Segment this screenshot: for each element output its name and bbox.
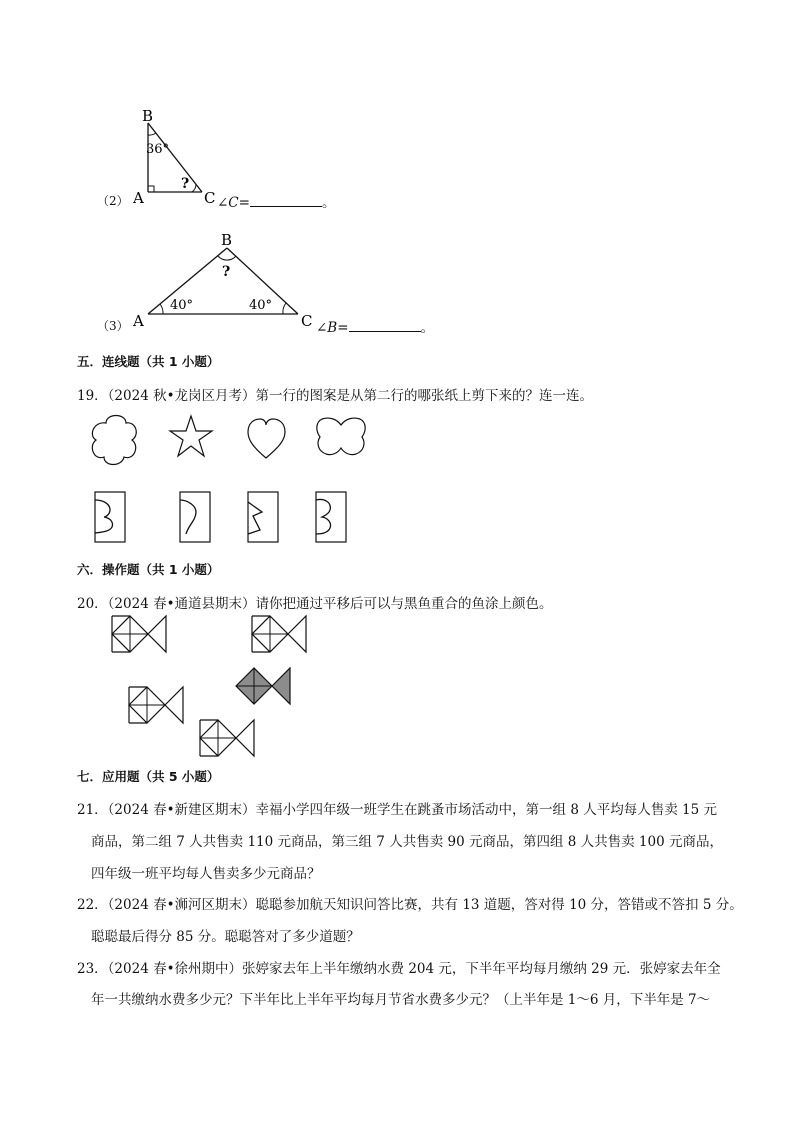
question-23-line-2: 年一共缴纳水费多少元？下半年比上半年平均每月节省水费多少元？（上半年是 1～6 月，下半年是 7～: [91, 992, 711, 1008]
period: 。: [321, 195, 336, 211]
triangle-figure-2: [125, 105, 215, 205]
vertex-b-label: B: [142, 107, 154, 125]
fish-3[interactable]: [129, 687, 183, 723]
question-20-text: 20．（2024 春•通道县期末）请你把通过平移后可以与黑鱼重合的鱼涂上颜色。: [77, 596, 553, 612]
folded-paper-1: [95, 492, 125, 542]
butterfly-shape: [317, 418, 365, 455]
vertex-a-label: A: [133, 312, 144, 330]
heart-shape: [248, 419, 285, 458]
question-23-line-1: 23．（2024 春•徐州期中）张婷家去年上半年缴纳水费 204 元，下半年平均每月缴纳 29 元．张婷家去年全: [77, 961, 721, 977]
fish-2[interactable]: [252, 616, 306, 652]
subquestion-3-label: （3）: [97, 319, 129, 333]
subquestion-2-answer: [217, 191, 335, 211]
subquestion-3-answer: [316, 316, 434, 336]
question-21-line-1: 21．（2024 春•新建区期末）幸福小学四年级一班学生在跳蚤市场活动中，第一组 8 人平均每人售卖 15 元: [77, 802, 717, 818]
angle-b-label: 36°: [146, 142, 170, 157]
fish-black: [236, 668, 290, 704]
folded-paper-4: [316, 492, 346, 542]
question-21-line-2: 商品，第二组 7 人共售卖 110 元商品，第三组 7 人共售卖 90 元商品，第四组 8 人共售卖 100 元商品，: [91, 834, 723, 850]
angle-c-prompt: ∠C=: [217, 195, 250, 211]
angle-a-label: 40°: [170, 298, 194, 313]
folded-papers-row: [90, 490, 360, 545]
unknown-angle-label: ?: [181, 176, 190, 192]
period: 。: [420, 320, 435, 336]
vertex-b-label: B: [221, 231, 233, 249]
angle-c-label: 40°: [249, 298, 273, 313]
section-5-title: 五．连线题（共 1 小题）: [77, 354, 220, 369]
fish-1[interactable]: [112, 616, 166, 652]
subquestion-2-label: （2）: [97, 194, 129, 208]
question-22-line-1: 22．（2024 春•浉河区期末）聪聪参加航天知识问答比赛，共有 13 道题，答对得 10 分，答错或不答扣 5 分。: [77, 897, 743, 913]
question-22-line-2: 聪聪最后得分 85 分。聪聪答对了多少道题？: [91, 929, 360, 945]
angle-b-prompt: ∠B=: [316, 320, 349, 336]
vertex-c-label: C: [301, 312, 313, 330]
vertex-a-label: A: [133, 189, 144, 205]
folded-paper-2: [180, 492, 210, 542]
folded-paper-3: [248, 492, 278, 542]
fish-4[interactable]: [200, 720, 254, 756]
answer-blank-c[interactable]: [250, 194, 322, 207]
cutout-shapes-row: [88, 413, 368, 468]
fish-grid: [100, 612, 320, 762]
star-shape: [170, 416, 212, 456]
section-6-title: 六．操作题（共 1 小题）: [77, 562, 220, 577]
unknown-angle-label: ?: [222, 264, 231, 280]
question-19-text: 19．（2024 秋•龙岗区月考）第一行的图案是从第二行的哪张纸上剪下来的？连一连。: [77, 388, 594, 404]
section-7-title: 七．应用题（共 5 小题）: [77, 769, 220, 784]
question-21-line-3: 四年级一班平均每人售卖多少元商品？: [91, 866, 321, 882]
answer-blank-b[interactable]: [349, 319, 421, 332]
vertex-c-label: C: [204, 189, 215, 205]
flower-shape: [92, 416, 136, 465]
triangle-figure-3: [130, 228, 320, 333]
